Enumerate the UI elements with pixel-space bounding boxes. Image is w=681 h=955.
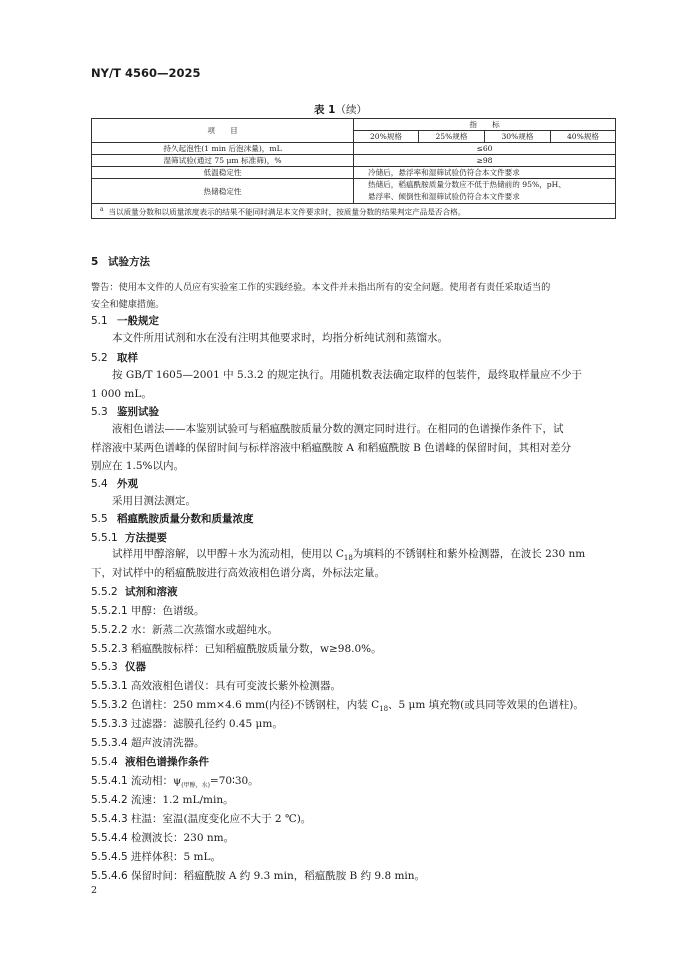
section-5-2-text-2: 1 000 mL。	[91, 388, 152, 400]
section-number: 5.5.4	[91, 756, 118, 768]
table-title-continued: （续）	[335, 104, 367, 116]
section-5-5-4-heading	[91, 754, 209, 769]
warning-line-2: 安全和健康措施。	[91, 299, 165, 310]
clause-number: 5.5.3.4	[91, 737, 128, 749]
clause-text: 、5 μm 填充物(或具同等效果的色谱柱)。	[388, 699, 584, 711]
row-value	[354, 179, 616, 204]
table-row	[92, 155, 616, 167]
section-5-5-4-1	[91, 773, 259, 789]
spec-header-25: 25%规格	[419, 131, 485, 143]
clause-text: 流动相：ψ	[131, 775, 182, 787]
table-title-number: 表 1	[314, 104, 336, 116]
section-5-5-3-1	[91, 678, 341, 693]
section-title: 一般规定	[117, 315, 159, 327]
row-item: 持久起泡性(1 min 后泡沫量)，mL	[92, 143, 354, 155]
clause-text: 色谱柱：250 mm×4.6 mm(内径)不锈钢柱，内装 C	[131, 699, 380, 711]
row-value: 冷储后，悬浮率和湿筛试验仍符合本文件要求	[354, 167, 616, 179]
spec-header-40: 40%规格	[551, 131, 616, 143]
spec-table	[91, 118, 616, 219]
row-value-line1: 热储后，稻瘟酰胺质量分数应不低于热储前的 95%，pH、	[368, 180, 566, 189]
clause-number: 5.5.4.3	[91, 813, 128, 825]
subscript: 18	[379, 705, 389, 714]
standard-code: NY/T 4560—2025	[91, 66, 201, 80]
clause-text: 甲醇：色谱级。	[131, 605, 205, 617]
clause-number: 5.5.3.3	[91, 718, 128, 730]
clause-number: 5.5.4.2	[91, 794, 128, 806]
section-number: 5.5.1	[91, 532, 118, 544]
section-title: 试验方法	[108, 256, 150, 268]
row-value: ≥98	[354, 155, 616, 167]
section-5-5-3-3	[91, 716, 283, 731]
clause-number: 5.5.4.5	[91, 851, 128, 863]
section-5-heading	[91, 254, 150, 269]
section-number: 5.2	[91, 352, 108, 364]
warning-line-1: 警告：使用本文件的人员应有实验室工作的实践经验。本文件并未指出所有的安全问题。使用者有责任采取适当的	[91, 282, 551, 293]
section-5-5-2-3	[91, 641, 382, 656]
clause-text: 高效液相色谱仪：具有可变波长紫外检测器。	[131, 680, 341, 692]
table-header-row	[92, 119, 616, 131]
subscript: (甲醇，水)	[181, 782, 210, 790]
section-5-5-2-2	[91, 622, 278, 637]
section-5-5-4-4	[91, 830, 234, 845]
table-row	[92, 179, 616, 204]
row-value: ≤60	[354, 143, 616, 155]
section-5-2-heading	[91, 350, 138, 365]
section-5-5-1-text-1	[112, 546, 585, 562]
spec-header-30: 30%规格	[485, 131, 551, 143]
section-5-5-1-text-2: 下，对试样中的稻瘟酰胺进行高效液相色谱分离，外标法定量。	[91, 567, 385, 579]
section-5-3-text-2: 样溶液中某两色谱峰的保留时间与标样溶液中稻瘟酰胺 A 和稻瘟酰胺 B 色谱峰的保留时间，其相对差分	[91, 442, 572, 454]
section-5-5-4-5	[91, 849, 221, 864]
clause-number: 5.5.3.1	[91, 680, 128, 692]
section-number: 5	[91, 256, 99, 268]
row-item: 低温稳定性	[92, 167, 354, 179]
section-5-5-4-2	[91, 792, 234, 807]
text-part: 为填料的不锈钢柱和紫外检测器，在波长 230 nm	[352, 548, 586, 560]
table-footnote-row	[92, 204, 616, 219]
section-number: 5.5.2	[91, 586, 118, 598]
section-number: 5.5.3	[91, 661, 118, 673]
section-5-5-3-heading	[91, 659, 146, 674]
clause-text: 过滤器：滤膜孔径约 0.45 μm。	[131, 718, 283, 730]
header-item-cell: 项 目	[92, 119, 354, 143]
clause-number: 5.5.2.2	[91, 624, 128, 636]
clause-text: 柱温：室温(温度变化应不大于 2 ℃)。	[131, 813, 312, 825]
table-title	[0, 102, 681, 117]
clause-text: 流速：1.2 mL/min。	[131, 794, 234, 806]
section-5-4-text: 采用目测法测定。	[112, 495, 196, 507]
section-5-5-2-1	[91, 603, 205, 618]
section-5-5-3-4	[91, 735, 205, 750]
section-5-5-1-heading	[91, 530, 167, 545]
clause-text: 超声波清洗器。	[131, 737, 205, 749]
footnote-mark: a	[100, 206, 104, 213]
clause-text: 稻瘟酰胺标样：已知稻瘟酰胺质量分数，w≥98.0%。	[131, 643, 382, 655]
section-5-5-4-3	[91, 811, 311, 826]
table-row	[92, 143, 616, 155]
section-title: 方法提要	[125, 532, 167, 544]
section-5-5-3-2	[91, 697, 584, 713]
clause-number: 5.5.4.6	[91, 870, 128, 882]
section-5-1-text: 本文件所用试剂和水在没有注明其他要求时，均指分析纯试剂和蒸馏水。	[112, 332, 448, 344]
table-footnote	[92, 204, 616, 219]
section-5-5-heading	[91, 511, 254, 526]
section-5-5-4-6	[91, 868, 425, 883]
clause-text: 检测波长：230 nm。	[131, 832, 235, 844]
section-5-2-text-1: 按 GB/T 1605—2001 中 5.3.2 的规定执行。用随机数表法确定取样的包装件，最终取样量应不少于	[112, 369, 582, 381]
clause-text: =70∶30。	[209, 775, 259, 787]
section-title: 仪器	[125, 661, 146, 673]
row-value-line2: 悬浮率、倾倒性和湿筛试验仍符合本文件要求	[368, 192, 520, 201]
section-5-3-text-1: 液相色谱法——本鉴别试验可与稻瘟酰胺质量分数的测定同时进行。在相同的色谱操作条件下，试	[112, 423, 564, 435]
section-5-3-heading	[91, 404, 159, 419]
page-number: 2	[91, 885, 98, 896]
section-title: 取样	[117, 352, 138, 364]
clause-number: 5.5.4.1	[91, 775, 128, 787]
clause-text: 水：新蒸二次蒸馏水或超纯水。	[131, 624, 278, 636]
section-5-3-text-3: 别应在 1.5%以内。	[91, 460, 185, 472]
clause-text: 进样体积：5 mL。	[131, 851, 221, 863]
row-item: 湿筛试验(通过 75 μm 标准筛)，%	[92, 155, 354, 167]
section-number: 5.1	[91, 315, 108, 327]
section-number: 5.5	[91, 513, 108, 525]
section-title: 液相色谱操作条件	[125, 756, 209, 768]
section-number: 5.4	[91, 478, 108, 490]
clause-number: 5.5.2.1	[91, 605, 128, 617]
clause-text: 保留时间：稻瘟酰胺 A 约 9.3 min，稻瘟酰胺 B 约 9.8 min。	[131, 870, 426, 882]
section-number: 5.3	[91, 406, 108, 418]
clause-number: 5.5.2.3	[91, 643, 128, 655]
subscript: 18	[343, 554, 353, 563]
spec-header-20: 20%规格	[354, 131, 419, 143]
section-title: 试剂和溶液	[125, 586, 178, 598]
header-index-cell: 指 标	[354, 119, 616, 131]
section-title: 外观	[117, 478, 138, 490]
text-part: 试样用甲醇溶解，以甲醇＋水为流动相，使用以 C	[112, 548, 344, 560]
section-title: 稻瘟酰胺质量分数和质量浓度	[117, 513, 254, 525]
section-5-1-heading	[91, 313, 159, 328]
table-row	[92, 167, 616, 179]
clause-number: 5.5.3.2	[91, 699, 128, 711]
section-5-5-2-heading	[91, 584, 178, 599]
row-item: 热储稳定性	[92, 179, 354, 204]
footnote-text: 当以质量分数和以质量浓度表示的结果不能同时满足本文件要求时，按质量分数的结果判定产品是否合格。	[108, 207, 466, 217]
clause-number: 5.5.4.4	[91, 832, 128, 844]
section-title: 鉴别试验	[117, 406, 159, 418]
section-5-4-heading	[91, 476, 138, 491]
